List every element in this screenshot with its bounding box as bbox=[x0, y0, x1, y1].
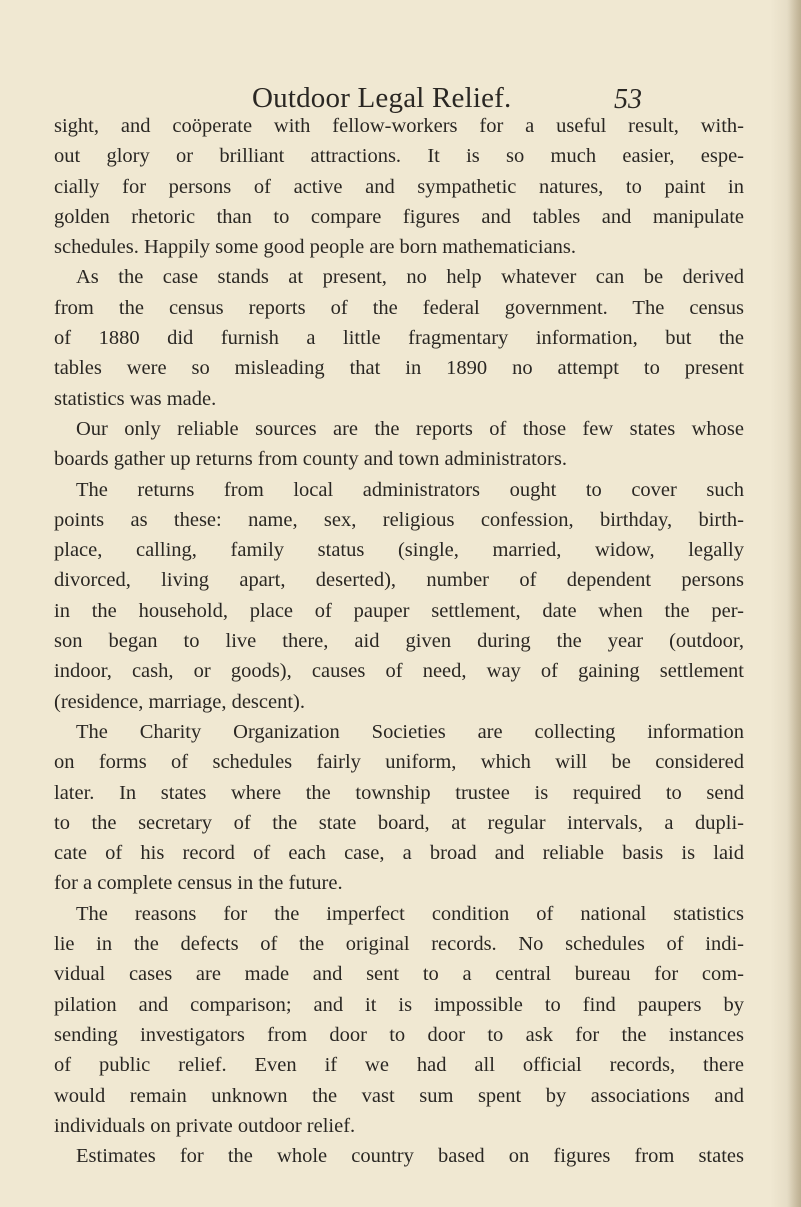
text-line: The returns from local administrators ought to cover such bbox=[76, 478, 744, 501]
text-line: sight, and coöperate with fellow-workers for a useful result, with- bbox=[54, 115, 744, 137]
text-line: Our only reliable sources are the reports of those few states whose bbox=[76, 417, 744, 440]
page-edge-shadow bbox=[787, 0, 801, 1207]
text-line: vidual cases are made and sent to a central bureau for com- bbox=[54, 963, 744, 986]
text-line: (residence, marriage, descent). bbox=[54, 690, 305, 713]
text-line: indoor, cash, or goods), causes of need, way of gaining settlement bbox=[54, 660, 744, 683]
text-line: on forms of schedules fairly uniform, which will be considered bbox=[54, 751, 744, 774]
text-line: tables were so misleading that in 1890 no attempt to present bbox=[54, 357, 744, 380]
text-line: cate of his record of each case, a broad and reliable basis is laid bbox=[54, 842, 744, 865]
text-line: from the census reports of the federal government. The census bbox=[54, 296, 744, 319]
text-line: son began to live there, aid given during the year (outdoor, bbox=[54, 630, 744, 653]
text-line: As the case stands at present, no help whatever can be derived bbox=[76, 266, 744, 289]
text-line: points as these: name, sex, religious confession, birthday, birth- bbox=[54, 508, 744, 531]
text-line: in the household, place of pauper settlement, date when the per- bbox=[54, 599, 744, 622]
text-line: would remain unknown the vast sum spent by associations and bbox=[54, 1084, 744, 1107]
text-line: divorced, living apart, deserted), number of dependent persons bbox=[54, 569, 744, 592]
text-line: lie in the defects of the original records. No schedules of indi- bbox=[54, 933, 744, 956]
text-line: cially for persons of active and sympathetic natures, to paint in bbox=[54, 175, 744, 198]
text-line: The reasons for the imperfect condition of national statistics bbox=[76, 902, 744, 925]
text-line: of public relief. Even if we had all official records, there bbox=[54, 1054, 744, 1077]
page-number: 53 bbox=[614, 84, 642, 115]
text-line: place, calling, family status (single, married, widow, legally bbox=[54, 539, 744, 562]
text-line: out glory or brilliant attractions. It is so much easier, espe- bbox=[54, 145, 744, 168]
body-text bbox=[54, 111, 744, 1171]
text-line: Estimates for the whole country based on figures from states bbox=[76, 1145, 744, 1168]
text-line: schedules. Happily some good people are born mathematicians. bbox=[54, 236, 577, 259]
text-line: The Charity Organization Societies are collecting information bbox=[76, 720, 744, 743]
text-line: to the secretary of the state board, at regular intervals, a dupli- bbox=[54, 811, 744, 834]
text-line: individuals on private outdoor relief. bbox=[54, 1114, 356, 1137]
text-line: statistics was made. bbox=[54, 387, 217, 410]
text-line: later. In states where the township trustee is required to send bbox=[54, 781, 744, 804]
text-line: of 1880 did furnish a little fragmentary information, but the bbox=[54, 327, 744, 350]
text-line: sending investigators from door to door to ask for the instances bbox=[54, 1023, 744, 1046]
running-head-title: Outdoor Legal Relief. bbox=[252, 82, 512, 114]
text-line: for a complete census in the future. bbox=[54, 872, 343, 895]
text-line: boards gather up returns from county and town administrators. bbox=[54, 448, 567, 471]
text-line: pilation and comparison; and it is impossible to find paupers by bbox=[54, 993, 744, 1016]
text-line: golden rhetoric than to compare figures and tables and manipulate bbox=[54, 205, 744, 228]
